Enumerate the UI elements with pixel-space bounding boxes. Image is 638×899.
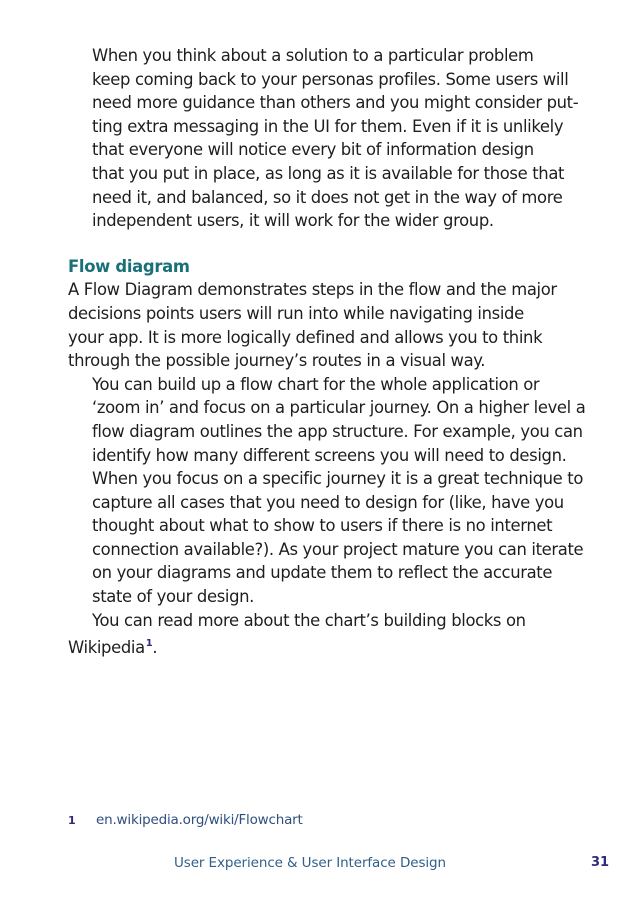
text-line: A Flow Diagram demonstrates steps in the flow and the major [68,280,557,300]
text-line: You can build up a flow chart for the whole application or [92,374,540,394]
page-content [68,44,586,660]
text-line: capture all cases that you need to design for (like, have you [92,492,564,512]
footnote-reference[interactable]: 1 [145,638,153,650]
text-line: You can read more about the chart’s building blocks on [92,610,526,630]
text-line: that you put in place, as long as it is available for those that [92,163,565,183]
text-line: When you focus on a specific journey it is a great technique to [92,469,584,489]
text-line: keep coming back to your personas profiles. Some users will [92,69,569,89]
text-line: flow diagram outlines the app structure. For example, you can [92,421,583,441]
footnote-link[interactable]: en.wikipedia.org/wiki/Flowchart [96,812,303,828]
text-line: that everyone will notice every bit of information design [92,140,534,160]
section-heading: Flow diagram [68,256,190,276]
text-line: your app. It is more logically defined and allows you to think [68,327,543,347]
intro-paragraph [68,44,579,233]
running-footer-title: User Experience & User Interface Design [174,855,446,871]
text-line: on your diagrams and update them to reflect the accurate [92,563,553,583]
text-line: thought about what to show to users if there is no internet [92,516,553,536]
text-line: need it, and balanced, so it does not get in the way of more [92,187,563,207]
text-line: ‘zoom in’ and focus on a particular journey. On a higher level a [92,398,586,418]
period: . [152,638,158,658]
text-line: state of your design. [92,587,255,607]
wikipedia-text: Wikipedia [68,638,145,658]
text-line: connection available?). As your project mature you can iterate [92,539,584,559]
footnote [68,812,303,828]
text-line: ting extra messaging in the UI for them. Even if it is unlikely [92,116,564,136]
section-paragraph-1 [68,278,568,372]
section-paragraph-3 [68,609,568,660]
page-number: 31 [591,855,610,870]
text-line: independent users, it will work for the wider group. [92,211,494,231]
text-line-with-footnote [68,632,568,660]
text-line: When you think about a solution to a particular problem [92,46,534,65]
text-line: need more guidance than others and you might consider put- [92,93,579,113]
text-line: through the possible journey’s routes in a visual way. [68,351,486,371]
section-paragraph-2 [68,373,586,609]
text-line: decisions points users will run into while navigating inside [68,303,524,323]
footnote-number: 1 [68,814,76,827]
text-line: identify how many different screens you will need to design. [92,445,567,465]
